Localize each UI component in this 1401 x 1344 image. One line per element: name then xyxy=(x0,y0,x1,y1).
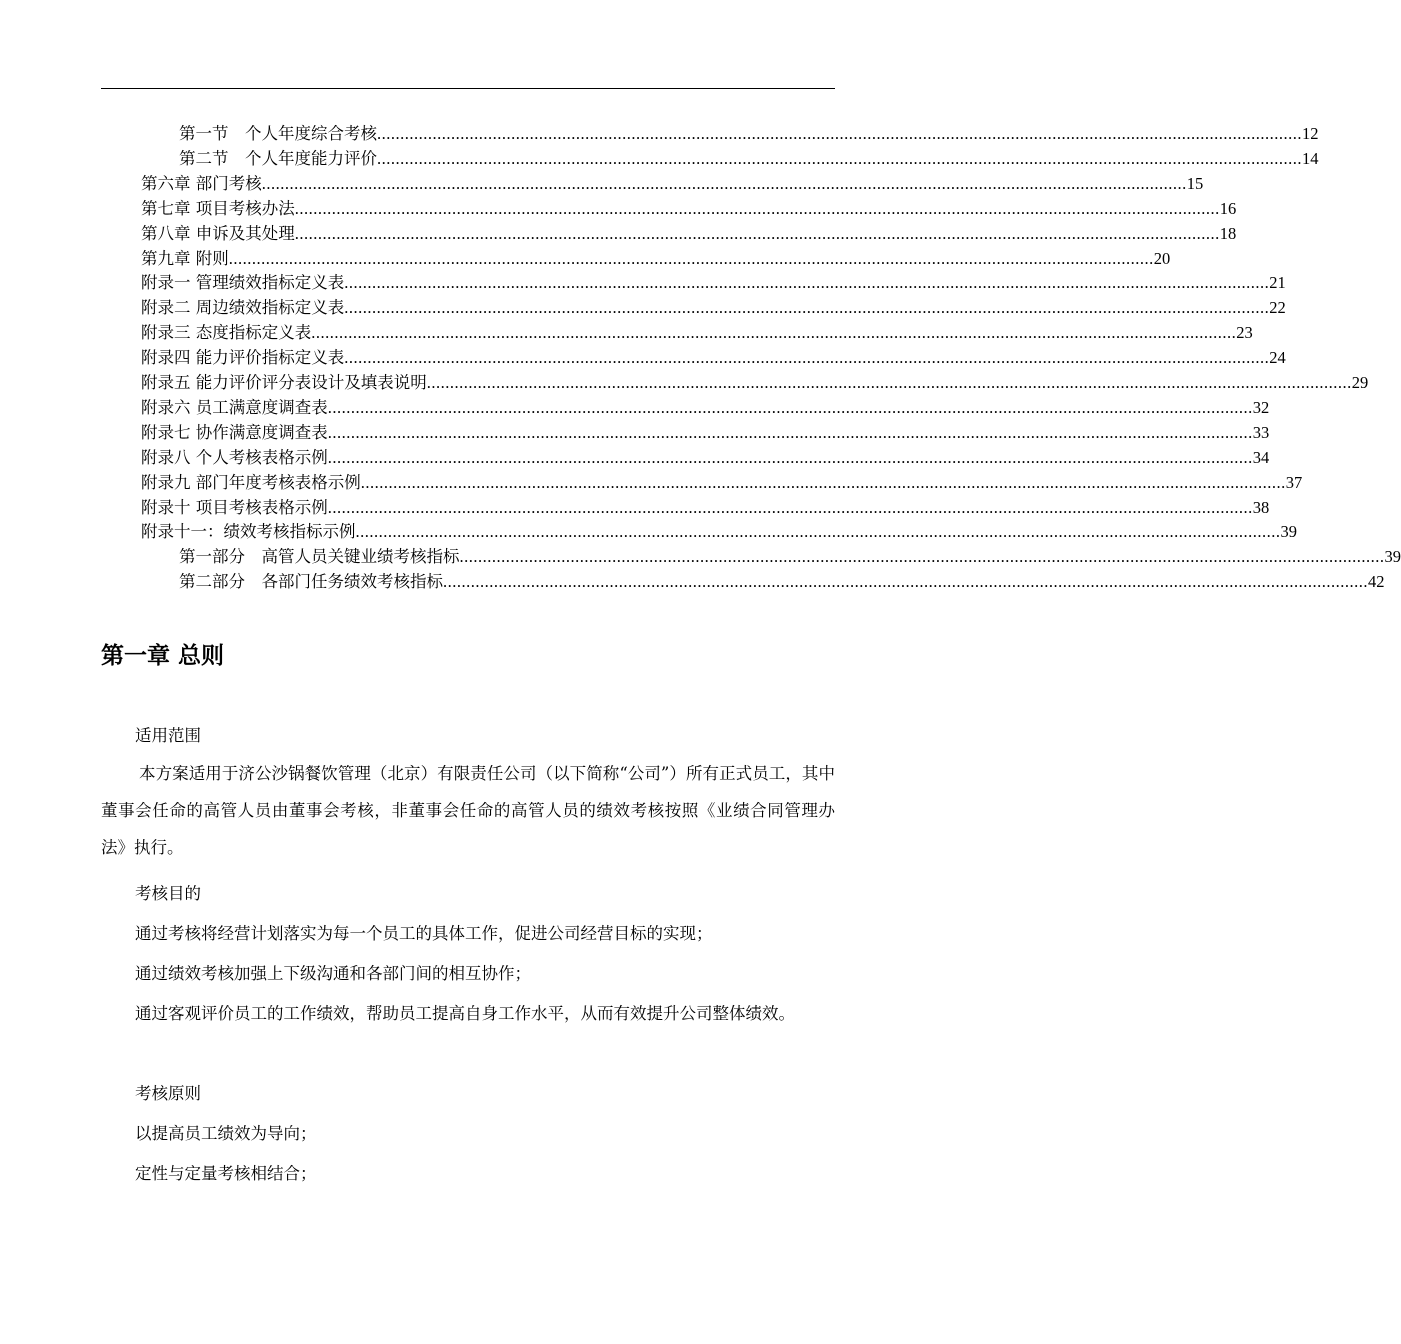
toc-entry-page: 38 xyxy=(1252,497,1270,517)
toc-entry-label: 附录一 管理绩效指标定义表 xyxy=(141,273,345,293)
toc-entry[interactable] xyxy=(179,545,1401,569)
toc-entry-label: 附录六 员工满意度调查表 xyxy=(141,397,328,417)
toc-entry-label: 第八章 申诉及其处理 xyxy=(141,223,295,243)
toc-entry[interactable] xyxy=(141,296,1286,320)
toc-entry-page: 37 xyxy=(1285,472,1303,492)
toc-entry-page: 42 xyxy=(1368,572,1385,592)
toc-entry-label: 附录八 个人考核表格示例 xyxy=(141,447,328,467)
toc-entry-page: 14 xyxy=(1302,148,1319,168)
toc-entry-label: 第六章 部门考核 xyxy=(141,173,262,193)
toc-dot-leader: ........................................................................................................................................................................................................ xyxy=(228,248,1154,268)
toc-entry-label: 附录五 能力评价评分表设计及填表说明 xyxy=(141,373,427,392)
toc-entry[interactable] xyxy=(141,371,1369,395)
section-heading-purpose: 考核目的 xyxy=(135,884,201,903)
toc-entry[interactable] xyxy=(179,570,1385,594)
toc-entry[interactable] xyxy=(141,197,1237,221)
paragraph-principle-1: 以提高员工绩效为导向； xyxy=(135,1124,317,1143)
toc-entry[interactable] xyxy=(141,271,1286,295)
toc-entry[interactable] xyxy=(141,471,1303,495)
toc-entry[interactable] xyxy=(141,222,1237,246)
toc-dot-leader: ........................................................................................................................................................................................................ xyxy=(344,298,1270,318)
toc-entry-label: 附录七 协作满意度调查表 xyxy=(141,422,328,442)
toc-entry[interactable] xyxy=(141,321,1253,345)
toc-entry[interactable] xyxy=(141,496,1270,520)
toc-dot-leader: ........................................................................................................................................................................................................ xyxy=(377,124,1302,143)
toc-entry[interactable] xyxy=(141,247,1171,271)
toc-entry[interactable] xyxy=(141,421,1270,445)
toc-entry[interactable] xyxy=(179,122,1319,146)
toc-entry-page: 21 xyxy=(1269,273,1286,293)
toc-dot-leader: ........................................................................................................................................................................................................ xyxy=(459,547,1385,567)
toc-entry-page: 29 xyxy=(1351,373,1369,392)
toc-entry-page: 33 xyxy=(1252,422,1270,442)
toc-entry[interactable] xyxy=(141,172,1204,196)
toc-entry-label: 第一部分 高管人员关键业绩考核指标 xyxy=(179,547,460,567)
toc-entry-page: 12 xyxy=(1302,124,1319,143)
toc-entry-page: 39 xyxy=(1384,547,1401,567)
toc-entry-page: 34 xyxy=(1252,447,1270,467)
toc-dot-leader: ........................................................................................................................................................................................................ xyxy=(360,472,1286,492)
toc-entry-label: 附录四 能力评价指标定义表 xyxy=(141,348,345,368)
toc-entry-label: 附录二 周边绩效指标定义表 xyxy=(141,298,345,318)
toc-dot-leader: ........................................................................................................................................................................................................ xyxy=(355,522,1281,542)
toc-entry-page: 24 xyxy=(1269,348,1286,368)
toc-entry[interactable] xyxy=(141,346,1286,370)
toc-entry[interactable] xyxy=(179,147,1319,171)
toc-entry-label: 附录十一：绩效考核指标示例 xyxy=(141,522,356,542)
toc-dot-leader: ........................................................................................................................................................................................................ xyxy=(377,148,1302,168)
toc-dot-leader: ........................................................................................................................................................................................................ xyxy=(327,422,1253,442)
toc-entry-label: 第一节 个人年度综合考核 xyxy=(179,124,377,143)
toc-entry-label: 附录三 态度指标定义表 xyxy=(141,323,312,343)
toc-entry[interactable] xyxy=(141,520,1297,544)
toc-entry-label: 附录九 部门年度考核表格示例 xyxy=(141,472,361,492)
toc-entry-page: 18 xyxy=(1219,223,1237,243)
toc-entry-page: 20 xyxy=(1153,248,1171,268)
toc-dot-leader: ........................................................................................................................................................................................................ xyxy=(426,373,1352,392)
header-rule xyxy=(101,88,835,89)
toc-dot-leader: ........................................................................................................................................................................................................ xyxy=(344,348,1270,368)
toc-dot-leader: ........................................................................................................................................................................................................ xyxy=(443,572,1368,592)
toc-entry-page: 23 xyxy=(1236,323,1253,343)
paragraph-principle-2: 定性与定量考核相结合； xyxy=(135,1164,317,1183)
paragraph-purpose-1: 通过考核将经营计划落实为每一个员工的具体工作，促进公司经营目标的实现； xyxy=(135,924,713,943)
toc-entry-label: 第二节 个人年度能力评价 xyxy=(179,148,377,168)
toc-dot-leader: ........................................................................................................................................................................................................ xyxy=(294,223,1220,243)
toc-dot-leader: ........................................................................................................................................................................................................ xyxy=(327,497,1253,517)
paragraph-purpose-2: 通过绩效考核加强上下级沟通和各部门间的相互协作； xyxy=(135,964,531,983)
toc-entry[interactable] xyxy=(141,396,1270,420)
toc-entry-page: 22 xyxy=(1269,298,1286,318)
toc-dot-leader: ........................................................................................................................................................................................................ xyxy=(311,323,1237,343)
toc-dot-leader: ........................................................................................................................................................................................................ xyxy=(344,273,1270,293)
toc-dot-leader: ........................................................................................................................................................................................................ xyxy=(261,173,1187,193)
section-heading-principles: 考核原则 xyxy=(135,1084,201,1103)
toc-entry-label: 附录十 项目考核表格示例 xyxy=(141,497,328,517)
chapter-title: 第一章 总则 xyxy=(101,643,225,669)
toc-entry[interactable] xyxy=(141,446,1270,470)
toc-entry-page: 39 xyxy=(1280,522,1297,542)
toc-entry-page: 15 xyxy=(1186,173,1204,193)
toc-entry-label: 第二部分 各部门任务绩效考核指标 xyxy=(179,572,443,592)
toc-dot-leader: ........................................................................................................................................................................................................ xyxy=(327,447,1253,467)
paragraph-purpose-3: 通过客观评价员工的工作绩效，帮助员工提高自身工作水平，从而有效提升公司整体绩效。 xyxy=(135,1004,795,1023)
toc-dot-leader: ........................................................................................................................................................................................................ xyxy=(294,198,1220,218)
toc-dot-leader: ........................................................................................................................................................................................................ xyxy=(327,397,1253,417)
section-heading-scope: 适用范围 xyxy=(135,726,201,745)
toc-entry-label: 第九章 附则 xyxy=(141,248,229,268)
toc-entry-page: 16 xyxy=(1219,198,1237,218)
toc-entry-label: 第七章 项目考核办法 xyxy=(141,198,295,218)
toc-entry-page: 32 xyxy=(1252,397,1270,417)
paragraph-scope: 本方案适用于济公沙锅餐饮管理（北京）有限责任公司（以下简称“公司”）所有正式员工，其中董事会任命的高管人员由董事会考核，非董事会任命的高管人员的绩效考核按照《业绩合同管理办法》执行。 xyxy=(101,764,835,857)
